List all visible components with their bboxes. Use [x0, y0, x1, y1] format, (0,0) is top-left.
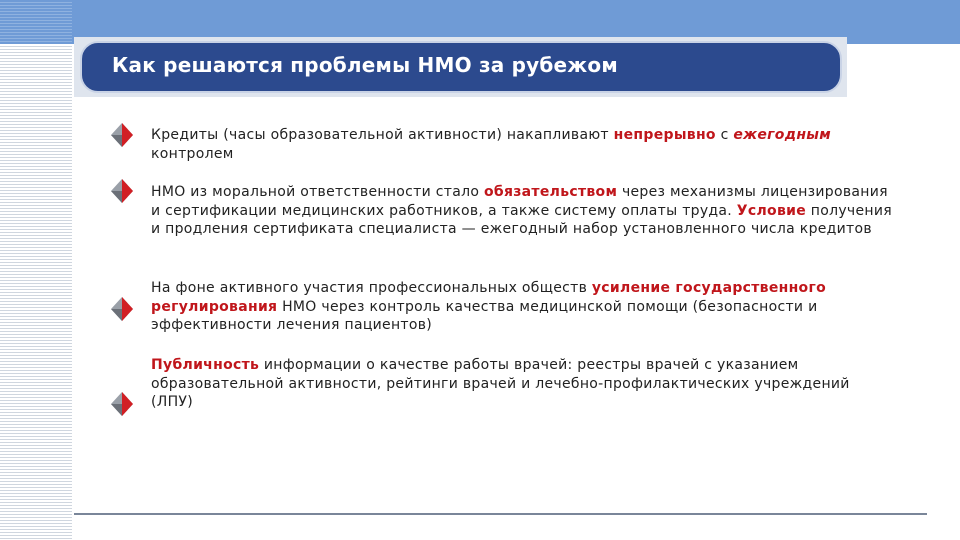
- highlight-text: усиление государственного регулирования: [151, 280, 827, 315]
- bullet-text: НМО через контроль качества медицинской помощи (безопасности и эффективности лечения пациентов): [151, 298, 818, 333]
- highlight-text: Публичность: [151, 357, 260, 373]
- bottom-divider: [74, 513, 927, 515]
- bullet-text: НМО из моральной ответственности стало: [151, 184, 484, 200]
- diamond-arrow-icon: [110, 391, 134, 417]
- highlight-text: Условие: [736, 202, 807, 219]
- bullet-text: контролем: [151, 145, 234, 162]
- highlight-text: ежегодным: [733, 127, 831, 143]
- diamond-arrow-icon: [110, 178, 134, 204]
- bullet-text: с: [715, 127, 734, 143]
- left-stripes-top: [0, 0, 72, 44]
- bullet-credits: [151, 126, 911, 163]
- bullet-obligation: [151, 183, 901, 239]
- slide-title: Как решаются проблемы НМО за рубежом: [112, 53, 618, 77]
- bullet-text: через механизмы лицензирования и сертификации медицинских работников, а также систему оплаты труда.: [151, 184, 888, 219]
- bullet-text: На фоне активного участия профессиональных обществ: [151, 280, 592, 296]
- bullet-publicity: [151, 356, 871, 412]
- diamond-arrow-icon: [110, 122, 134, 148]
- bullet-text: получения и продления сертификата специалиста — ежегодный набор установленного числа кредитов: [151, 202, 892, 237]
- bullet-text: Кредиты (часы образовательной активности) накапливают: [151, 127, 614, 143]
- highlight-text: обязательством: [483, 184, 618, 200]
- bullet-regulation: [151, 279, 896, 335]
- diamond-arrow-icon: [110, 296, 134, 322]
- bullet-text: информации о качестве работы врачей: реестры врачей с указанием образовательной активности, рейтинги врачей и лечебно-профилактических учреждений (ЛПУ): [151, 357, 850, 410]
- left-stripes: [0, 44, 72, 540]
- highlight-text: непрерывно: [613, 127, 716, 143]
